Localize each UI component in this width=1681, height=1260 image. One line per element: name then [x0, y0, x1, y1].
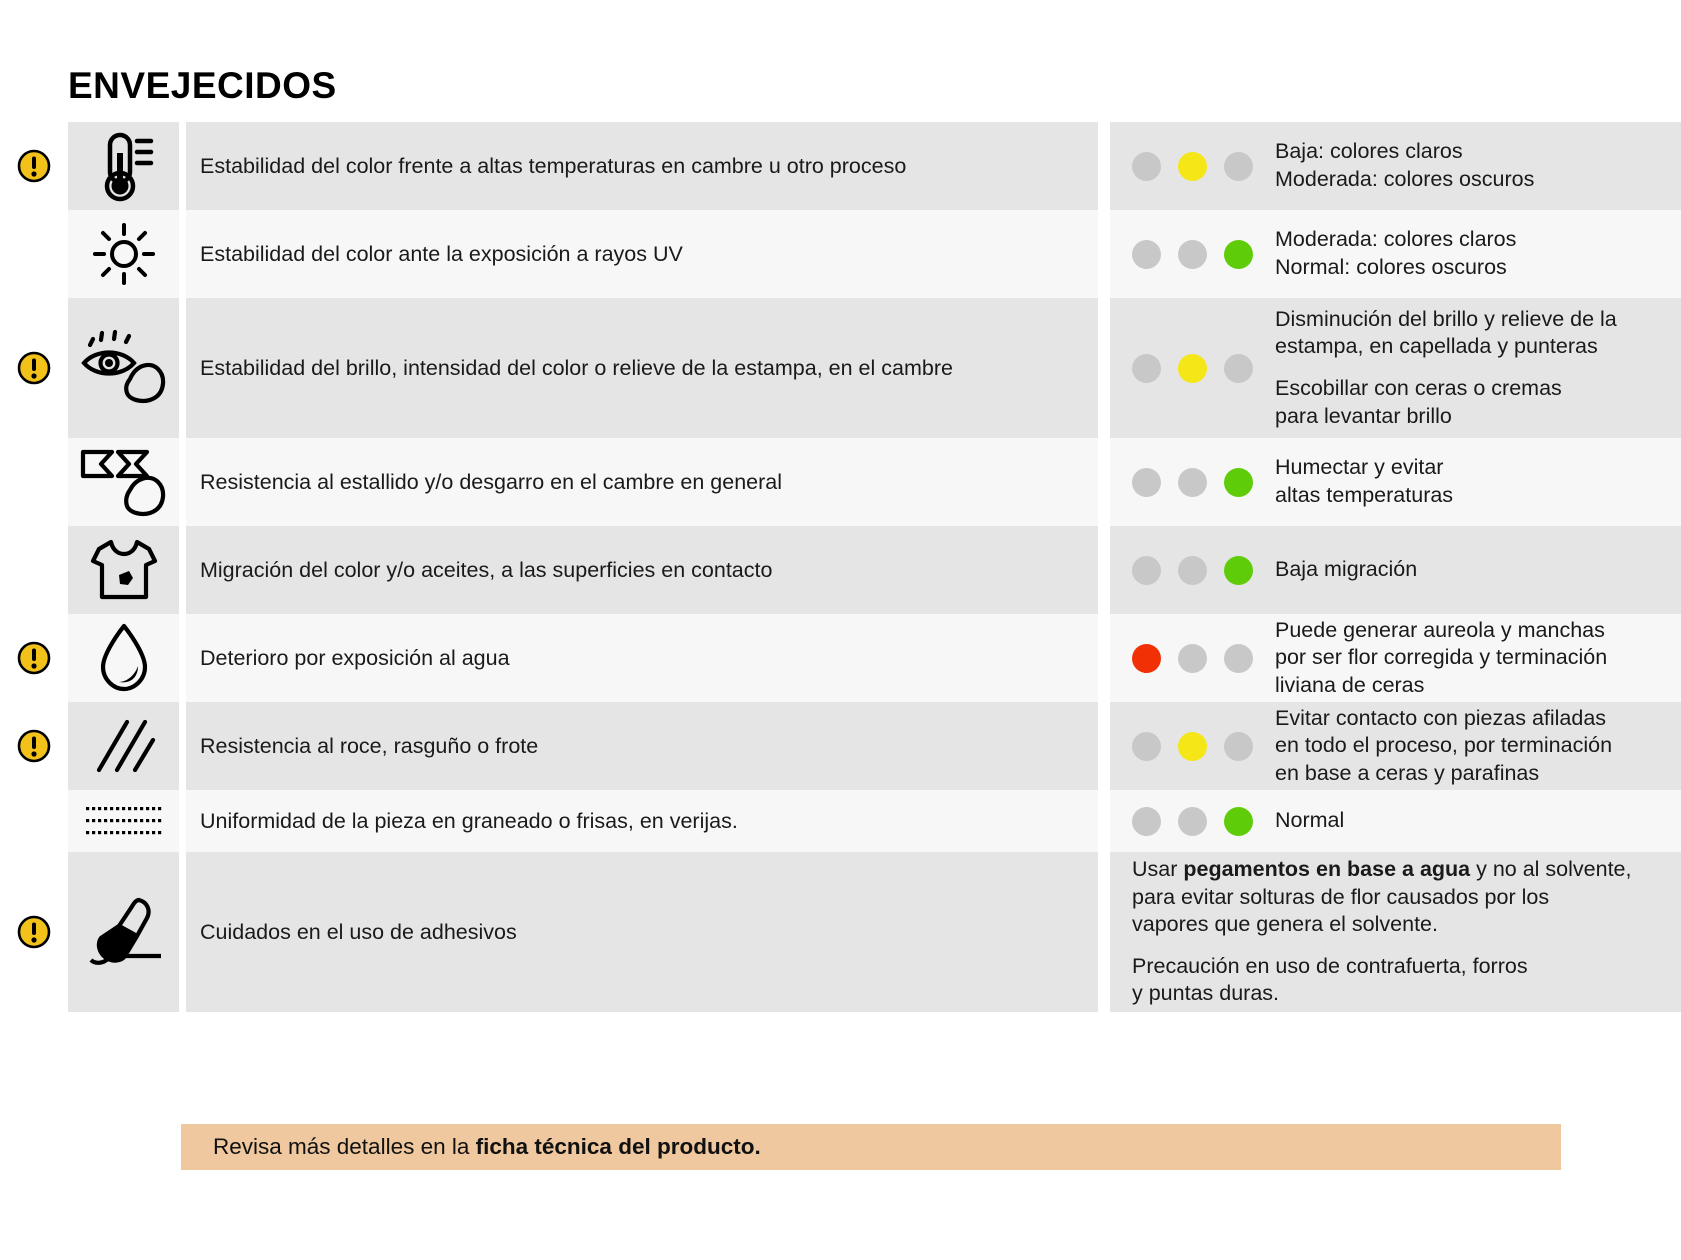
description-text: Migración del color y/o aceites, a las superficies en contacto — [200, 557, 773, 582]
description-text: Cuidados en el uso de adhesivos — [200, 919, 517, 944]
warning-cell — [0, 852, 68, 1012]
description-cell — [186, 122, 1098, 210]
description-cell — [186, 298, 1098, 438]
result-cell — [1110, 122, 1681, 210]
description-cell — [186, 702, 1098, 790]
warning-cell — [0, 702, 68, 790]
rating-dot-off — [1224, 644, 1253, 673]
description-text: Resistencia al estallido y/o desgarro en el cambre en general — [200, 469, 783, 494]
rating-dots — [1132, 354, 1253, 383]
table-row — [0, 122, 1681, 210]
result-paragraph: Moderada: colores claros Normal: colores oscuros — [1275, 227, 1517, 279]
table-row — [0, 852, 1681, 1012]
rating-dots — [1132, 468, 1253, 497]
column-gap — [1098, 122, 1110, 210]
table-row — [0, 702, 1681, 790]
column-gap — [1098, 702, 1110, 790]
rating-dot-off — [1224, 152, 1253, 181]
rating-dot-off — [1132, 468, 1161, 497]
table-row — [0, 438, 1681, 526]
column-gap — [1098, 852, 1110, 1012]
warning-cell — [0, 210, 68, 298]
description-cell — [186, 614, 1098, 702]
description-cell — [186, 852, 1098, 1012]
rating-dot-off — [1132, 807, 1161, 836]
tear-resistance-icon — [68, 438, 179, 526]
column-gap — [179, 852, 186, 1012]
warning-icon — [17, 729, 51, 763]
rating-dot-green — [1224, 807, 1253, 836]
table-row — [0, 298, 1681, 438]
warning-cell — [0, 122, 68, 210]
rating-dot-off — [1132, 556, 1161, 585]
table-row — [0, 210, 1681, 298]
column-gap — [1098, 790, 1110, 852]
rating-dots — [1132, 644, 1253, 673]
footer-text — [213, 1134, 761, 1160]
warning-cell — [0, 298, 68, 438]
column-gap — [179, 526, 186, 614]
rating-dots — [1132, 807, 1253, 836]
rating-dot-off — [1224, 354, 1253, 383]
result-text — [1275, 138, 1667, 193]
result-cell — [1110, 790, 1681, 852]
description-cell — [186, 790, 1098, 852]
table-row — [0, 790, 1681, 852]
warning-icon — [17, 641, 51, 675]
warning-icon — [17, 915, 51, 949]
description-text: Estabilidad del brillo, intensidad del color o relieve de la estampa, en el cambre — [200, 355, 953, 380]
result-text — [1132, 856, 1667, 1008]
thermometer-icon — [68, 122, 179, 210]
result-cell — [1110, 852, 1681, 1012]
footer-banner — [181, 1124, 1561, 1170]
grain-texture-icon — [68, 790, 179, 852]
rating-dot-off — [1178, 468, 1207, 497]
rating-dot-green — [1224, 556, 1253, 585]
result-cell — [1110, 298, 1681, 438]
column-gap — [1098, 526, 1110, 614]
result-cell — [1110, 438, 1681, 526]
scratch-lines-icon — [68, 702, 179, 790]
rating-dot-yellow — [1178, 152, 1207, 181]
result-paragraph: Humectar y evitar altas temperaturas — [1275, 455, 1454, 507]
properties-table — [0, 122, 1681, 1012]
result-text — [1275, 556, 1667, 584]
sun-icon — [68, 210, 179, 298]
water-drop-icon — [68, 614, 179, 702]
rating-dot-off — [1178, 240, 1207, 269]
result-cell — [1110, 614, 1681, 702]
footer-prefix: Revisa más detalles en la — [213, 1134, 476, 1159]
column-gap — [179, 790, 186, 852]
result-paragraph: Precaución en uso de contrafuerta, forros y puntas duras. — [1132, 953, 1528, 1006]
table-row — [0, 614, 1681, 702]
result-paragraph: Disminución del brillo y relieve de la estampa, en capellada y punteras — [1275, 306, 1617, 359]
column-gap — [179, 298, 186, 438]
column-gap — [179, 210, 186, 298]
column-gap — [179, 438, 186, 526]
description-cell — [186, 526, 1098, 614]
description-cell — [186, 210, 1098, 298]
rating-dots — [1132, 152, 1253, 181]
column-gap — [179, 614, 186, 702]
result-text — [1275, 306, 1667, 430]
tshirt-stain-icon — [68, 526, 179, 614]
rating-dots — [1132, 556, 1253, 585]
result-paragraph: Baja migración — [1275, 557, 1418, 582]
warning-icon — [17, 351, 51, 385]
rating-dot-red — [1132, 644, 1161, 673]
description-text: Deterioro por exposición al agua — [200, 645, 510, 670]
rating-dots — [1132, 240, 1253, 269]
result-paragraph: Puede generar aureola y manchas por ser flor corregida y terminación liviana de ceras — [1275, 617, 1608, 697]
description-cell — [186, 438, 1098, 526]
column-gap — [1098, 210, 1110, 298]
page-title: ENVEJECIDOS — [68, 65, 337, 106]
rating-dot-green — [1224, 240, 1253, 269]
warning-cell — [0, 790, 68, 852]
result-text — [1275, 807, 1667, 835]
result-cell — [1110, 210, 1681, 298]
column-gap — [1098, 298, 1110, 438]
rating-dot-off — [1132, 152, 1161, 181]
column-gap — [179, 702, 186, 790]
eye-leather-icon — [68, 298, 179, 438]
result-paragraph: Normal — [1275, 808, 1345, 833]
description-text: Estabilidad del color frente a altas temperaturas en cambre u otro proceso — [200, 153, 907, 178]
rating-dot-off — [1178, 644, 1207, 673]
rating-dot-off — [1178, 556, 1207, 585]
column-gap — [1098, 614, 1110, 702]
rating-dots — [1132, 732, 1253, 761]
result-text — [1275, 454, 1667, 509]
result-text — [1275, 705, 1667, 788]
result-cell — [1110, 702, 1681, 790]
rating-dot-off — [1132, 240, 1161, 269]
result-cell — [1110, 526, 1681, 614]
result-paragraph: Evitar contacto con piezas afiladas en todo el proceso, por terminación en base a ceras y parafinas — [1275, 705, 1613, 785]
rating-dot-yellow — [1178, 732, 1207, 761]
result-paragraph: Usar pegamentos en base a agua y no al solvente, para evitar solturas de flor causados por los vapores que genera el solvente. — [1132, 857, 1632, 937]
table-row — [0, 526, 1681, 614]
warning-icon — [17, 149, 51, 183]
description-text: Estabilidad del color ante la exposición a rayos UV — [200, 241, 683, 266]
result-paragraph: Escobillar con ceras o cremas para levantar brillo — [1275, 376, 1562, 428]
column-gap — [179, 122, 186, 210]
warning-cell — [0, 438, 68, 526]
rating-dot-green — [1224, 468, 1253, 497]
footer-bold: ficha técnica del producto. — [475, 1134, 761, 1159]
column-gap — [1098, 438, 1110, 526]
result-text — [1275, 226, 1667, 281]
description-text: Resistencia al roce, rasguño o frote — [200, 733, 539, 758]
result-paragraph: Baja: colores claros Moderada: colores oscuros — [1275, 139, 1535, 191]
warning-cell — [0, 526, 68, 614]
rating-dot-off — [1224, 732, 1253, 761]
paint-brush-icon — [68, 852, 179, 1012]
description-text: Uniformidad de la pieza en graneado o frisas, en verijas. — [200, 808, 738, 833]
rating-dot-off — [1178, 807, 1207, 836]
result-text — [1275, 617, 1667, 700]
rating-dot-off — [1132, 354, 1161, 383]
rating-dot-off — [1132, 732, 1161, 761]
warning-cell — [0, 614, 68, 702]
rating-dot-yellow — [1178, 354, 1207, 383]
